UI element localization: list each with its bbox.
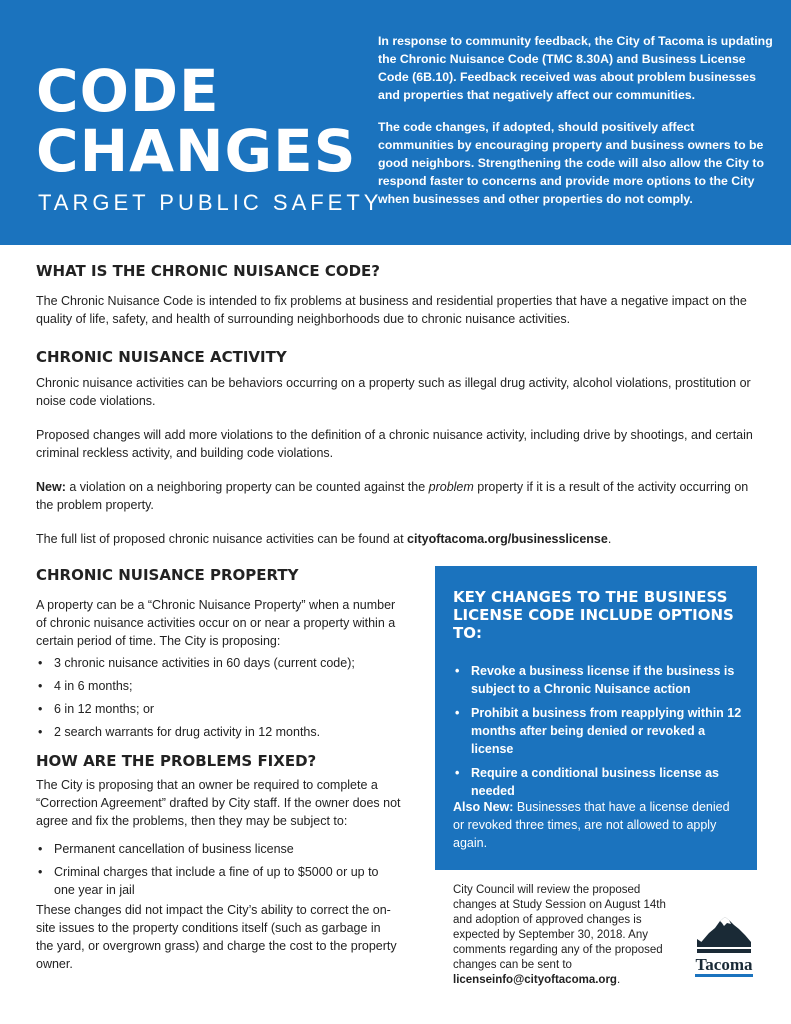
- intro-paragraph-1: In response to community feedback, the City of Tacoma is updating the Chronic Nuisance Code (TMC 8.30A) and Business License Code (6B.10). Feedback received was about problem businesses and properties that negatively affect our communities.: [378, 34, 773, 102]
- section-what-is: [36, 262, 756, 341]
- section-activity: [36, 348, 756, 561]
- title-line-1: CODE: [36, 57, 220, 125]
- list-item: • 4 in 6 months;: [36, 677, 401, 695]
- header-banner: [0, 0, 791, 245]
- section-heading: WHAT IS THE CHRONIC NUISANCE CODE?: [36, 262, 381, 280]
- list-item: • Permanent cancellation of business license: [36, 840, 401, 858]
- property-list: [36, 654, 401, 741]
- fixed-body: The City is proposing that an owner be required to complete a “Correction Agreement” drafted by City staff. If the owner does not agree and fix the problems, then they may be subject to:: [36, 778, 401, 828]
- intro-paragraph-2: The code changes, if adopted, should positively affect communities by encouraging property and business owners to be good neighbors. Strengthening the code will also allow the City to respond faster to concerns and provide more options to the City when businesses and other properties do not comply.: [378, 120, 765, 206]
- council-end: .: [616, 974, 621, 986]
- also-new-body: Businesses that have a license denied or revoked three times, are not allowed to apply again.: [453, 800, 730, 850]
- new-label: New:: [36, 480, 66, 494]
- fixed-list: [36, 840, 401, 899]
- activity-paragraph-1: Chronic nuisance activities can be behaviors occurring on a property such as illegal drug activity, alcohol violations, prostitution or noise code violations.: [36, 376, 751, 408]
- council-note: [453, 883, 681, 988]
- list-item: • 2 search warrants for drug activity in 12 months.: [36, 723, 401, 741]
- also-new-label: Also New:: [453, 800, 514, 814]
- mountain-logo-icon: [693, 895, 755, 979]
- section-heading: CHRONIC NUISANCE ACTIVITY: [36, 348, 287, 366]
- key-changes-heading: KEY CHANGES TO THE BUSINESS LICENSE CODE INCLUDE OPTIONS TO:: [453, 588, 734, 642]
- key-changes-list: [453, 662, 743, 806]
- activity-paragraph-4: [36, 530, 756, 548]
- also-new-text: [453, 798, 743, 852]
- new-text-a: a violation on a neighboring property can be counted against the: [65, 480, 429, 494]
- section-heading: CHRONIC NUISANCE PROPERTY: [36, 566, 299, 584]
- tacoma-logo: [693, 895, 755, 979]
- activity-paragraph-3: [36, 478, 756, 514]
- new-text-em: problem: [428, 480, 474, 494]
- activity-paragraph-2: Proposed changes will add more violations to the definition of a chronic nuisance activity, including drive by shootings, and certain criminal reckless activity, and building code violations.: [36, 428, 753, 460]
- section-property: [36, 566, 401, 741]
- council-text: City Council will review the proposed changes at Study Session on August 14th and adoption of approved changes is expected by September 30, 2018. Any comments regarding any of the proposed changes can be sent to: [453, 884, 666, 971]
- section-fixed: [36, 752, 401, 986]
- list-item: • Prohibit a business from reapplying within 12 months after being denied or revoked a license: [453, 704, 743, 758]
- list-item: • Revoke a business license if the business is subject to a Chronic Nuisance action: [453, 662, 743, 698]
- section-heading: HOW ARE THE PROBLEMS FIXED?: [36, 752, 317, 770]
- fixed-closing: These changes did not impact the City’s ability to correct the on-site issues to the property conditions itself (such as garbage in the yard, or overgrown grass) and charge the cost to the property owner.: [36, 903, 397, 971]
- list-item: • Criminal charges that include a fine of up to $5000 or up to one year in jail: [36, 863, 401, 899]
- business-license-link[interactable]: cityoftacoma.org/businesslicense: [407, 532, 608, 546]
- list-item: • 3 chronic nuisance activities in 60 days (current code);: [36, 654, 401, 672]
- key-changes-box: [435, 566, 757, 870]
- link-end: .: [607, 532, 612, 546]
- link-intro: The full list of proposed chronic nuisance activities can be found at: [36, 532, 408, 546]
- contact-email-link[interactable]: licenseinfo@cityoftacoma.org: [453, 974, 617, 986]
- list-item: • 6 in 12 months; or: [36, 700, 401, 718]
- property-body: A property can be a “Chronic Nuisance Property” when a number of chronic nuisance activities occur on or near a property within a certain period of time. The City is proposing:: [36, 598, 396, 648]
- list-item: • Require a conditional business license as needed: [453, 764, 743, 800]
- intro-text: [378, 32, 773, 222]
- title-line-2: CHANGES: [36, 117, 357, 185]
- logo-text: Tacoma: [695, 955, 753, 974]
- section-body: The Chronic Nuisance Code is intended to fix problems at business and residential properties that have a negative impact on the quality of life, safety, and health of surrounding neighborhoods due to chronic nuisance activities.: [36, 294, 747, 326]
- new-text-b: property if it is a result of the activity occurring on the problem property.: [36, 480, 749, 512]
- tagline: TARGET PUBLIC SAFETY: [38, 190, 383, 215]
